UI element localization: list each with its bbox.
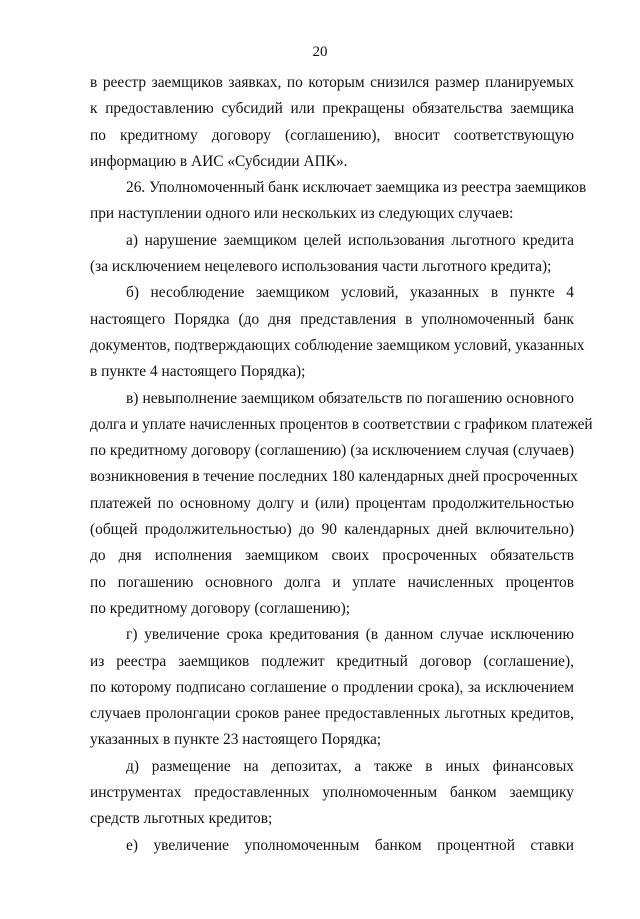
page-number: 20 (312, 44, 328, 60)
text-line: г) увеличение срока кредитования (в данном случае исключению (126, 626, 574, 644)
text-line: инструментах предоставленных уполномоченным банком заемщику (90, 784, 574, 802)
text-line: при наступлении одного или нескольких из следующих случаев: (90, 205, 514, 223)
text-line: в) невыполнение заемщиком обязательств по погашению основного (126, 389, 574, 407)
text-line: из реестра заемщиков подлежит кредитный договор (соглашение), (90, 652, 574, 670)
text-line: долга и уплате начисленных процентов в соответствии с графиком платежей (90, 415, 593, 433)
text-line: по кредитному договору (соглашению); (90, 599, 351, 617)
text-line: информацию в АИС «Субсидии АПК». (90, 152, 348, 170)
text-line: (за исключением нецелевого использования части льготного кредита); (90, 258, 552, 276)
text-line: средств льготных кредитов; (90, 810, 273, 828)
text-line: по которому подписано соглашение о продлении срока), за исключением (90, 678, 574, 696)
document-body (90, 70, 593, 859)
text-line: платежей по основному долгу и (или) процентам продолжительностью (90, 494, 574, 512)
text-line: (общей продолжительностью) до 90 календарных дней включительно) (90, 521, 574, 539)
text-line: до дня исполнения заемщиком своих просроченных обязательств (90, 547, 574, 565)
text-line: возникновения в течение последних 180 календарных дней просроченных (90, 468, 578, 486)
text-line: в пункте 4 настоящего Порядка); (90, 363, 306, 381)
text-line: 26. Уполномоченный банк исключает заемщика из реестра заемщиков (126, 179, 587, 197)
text-line: по погашению основного долга и уплате начисленных процентов (90, 573, 574, 591)
text-line: документов, подтверждающих соблюдение заемщиком условий, указанных (90, 336, 585, 354)
text-line: б) несоблюдение заемщиком условий, указанных в пункте 4 (126, 284, 574, 302)
text-line: а) нарушение заемщиком целей использования льготного кредита (126, 231, 574, 249)
text-line: д) размещение на депозитах, а также в иных финансовых (126, 757, 574, 775)
text-line: настоящего Порядка (до дня представления в уполномоченный банк (90, 310, 574, 328)
text-line: по кредитному договору (соглашению), вносит соответствующую (90, 126, 574, 144)
text-line: к предоставлению субсидий или прекращены обязательства заемщика (90, 100, 574, 118)
text-line: указанных в пункте 23 настоящего Порядка; (90, 731, 382, 749)
text-line: е) увеличение уполномоченным банком процентной ставки (126, 836, 574, 854)
text-line: в реестр заемщиков заявках, по которым снизился размер планируемых (90, 74, 574, 91)
text-line: по кредитному договору (соглашению) (за исключением случая (случаев) (90, 442, 574, 460)
text-line: случаев пролонгации сроков ранее предоставленных льготных кредитов, (90, 705, 574, 723)
